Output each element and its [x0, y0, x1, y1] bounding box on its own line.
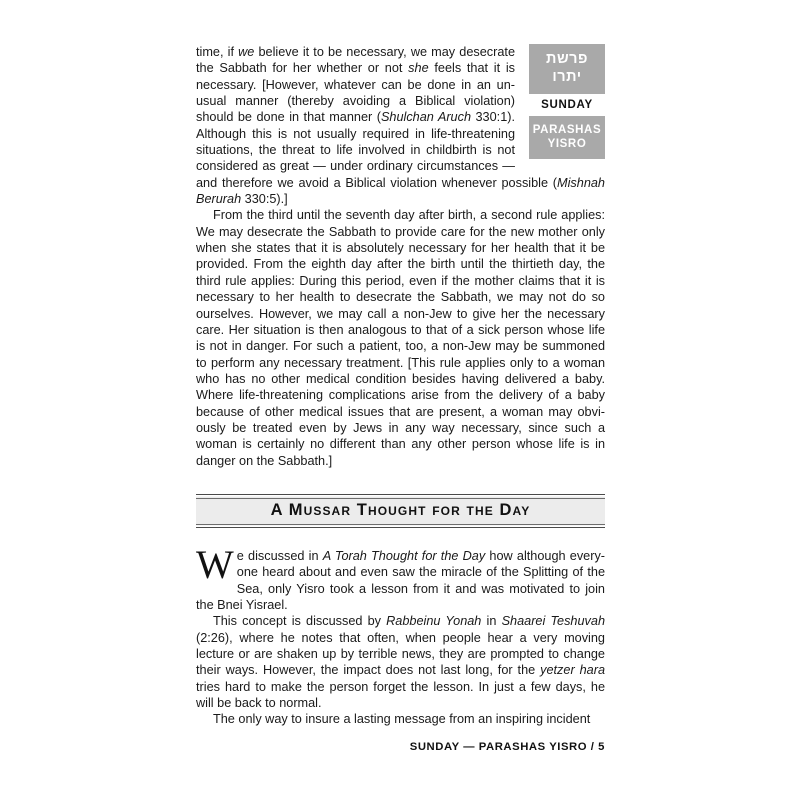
parashah-hebrew-line-1: פרשת — [546, 51, 588, 67]
parashah-hebrew-text — [531, 51, 603, 86]
drop-cap: W — [196, 542, 234, 587]
par1-part3: feels that it is necessary. [However, whatever can be done in an un-usual manner (thereby avoiding a Biblical violation) should be done in that manner ( — [196, 61, 515, 125]
parashah-name-line-2: YISRO — [547, 138, 587, 151]
page-footer: SUNDAY — PARASHAS YISRO / 5 — [409, 741, 605, 753]
mussar-par2-part3: (2:26), where he notes that often, when people hear a very moving lecture or are shaken up by terrible news, they are prompted to change their ways. However, the impact does not last long, for the — [196, 630, 605, 678]
parashah-hebrew-line-2: יתרו — [552, 68, 582, 85]
parashah-marker — [529, 44, 605, 159]
mussar-par2-part1: This concept is discussed by — [213, 614, 387, 629]
mussar-par1-part1: e discussed in — [236, 549, 323, 563]
section-heading-title: A Mussar Thought for the Day — [270, 501, 531, 519]
par1-italic4: Mishnah Berurah — [196, 175, 605, 207]
parashah-hebrew-box — [529, 44, 605, 94]
mussar-par1-part2: how although every-one heard about and even saw the miracle of the Splitting of the Sea, only Yisro took a lesson from it and was motivated to join the Bnei Yisrael. — [196, 549, 606, 613]
section-heading-banner — [196, 494, 605, 528]
parashah-name-line-1: PARASHAS — [532, 124, 602, 137]
par1-part5: 330:5).] — [241, 192, 288, 207]
parashah-day-label: SUNDAY — [529, 94, 605, 116]
par1-part2: believe it to be necessary, we may desecrate the Sabbath for her whether or not — [196, 45, 516, 76]
par1-part1: time, if — [196, 45, 239, 59]
par1-italic3: Shulchan Aruch — [380, 110, 472, 125]
heading-rule-bottom — [196, 524, 605, 525]
mussar-paragraph-2 — [196, 613, 605, 711]
mussar-par2-italic1: Rabbeinu Yonah — [386, 614, 482, 629]
parashah-name-box — [529, 116, 605, 159]
par1-italic2: she — [408, 61, 429, 76]
par1-italic1: we — [238, 45, 255, 59]
halachah-paragraph-2: From the third until the seventh day after birth, a second rule applies: We may desecrate the Sabbath to provide care for the new mother only when she states that it is absolutely necessary for her health that it be provided. From the eighth day after the birth until the thirtieth day, the third rule applies: During this period, even if the mother claims that it is necessary to her health to desecrate the Sabbath, we may not do so ourselves. However, we may call a non-Jew to give her the necessary care. Her situation is then analogous to that of a sick person whose life is not in danger. For such a patient, too, a non-Jew may be summoned to perform any necessary treatment. [This rule applies only to a woman who has no other medical condition besides having delivered a baby. Where life-threatening complications arise from the delivery of a baby because of other medical issues that are present, a woman may obvi-ously be treated even by Jews in any way necessary, since such a woman is certainly no different than any other person whose life is in danger on the Sabbath.] — [196, 208, 605, 468]
mussar-par2-italic3: yetzer hara — [540, 663, 606, 678]
heading-rule-top — [196, 498, 605, 499]
mussar-par2-part4: tries hard to make the person forget the lesson. In just a few days, he will be back to normal. — [196, 679, 605, 711]
main-text-column — [196, 44, 605, 469]
par1-part4: 330:1). Although this is not usually required in life-threatening situations, the threat to life involved in childbirth is not considered as great — under ordinary circumstances — and therefore we avoid a Biblical violation whenever possible ( — [196, 110, 558, 190]
mussar-par1-italic1: A Torah Thought for the Day — [322, 549, 486, 563]
mussar-text-column — [196, 542, 606, 728]
mussar-paragraph-3: The only way to insure a lasting message from an inspiring incident — [213, 712, 591, 727]
mussar-par2-italic2: Shaarei Teshuvah — [501, 614, 605, 629]
mussar-paragraph-1 — [196, 542, 606, 613]
mussar-par2-part2: in — [481, 614, 502, 629]
